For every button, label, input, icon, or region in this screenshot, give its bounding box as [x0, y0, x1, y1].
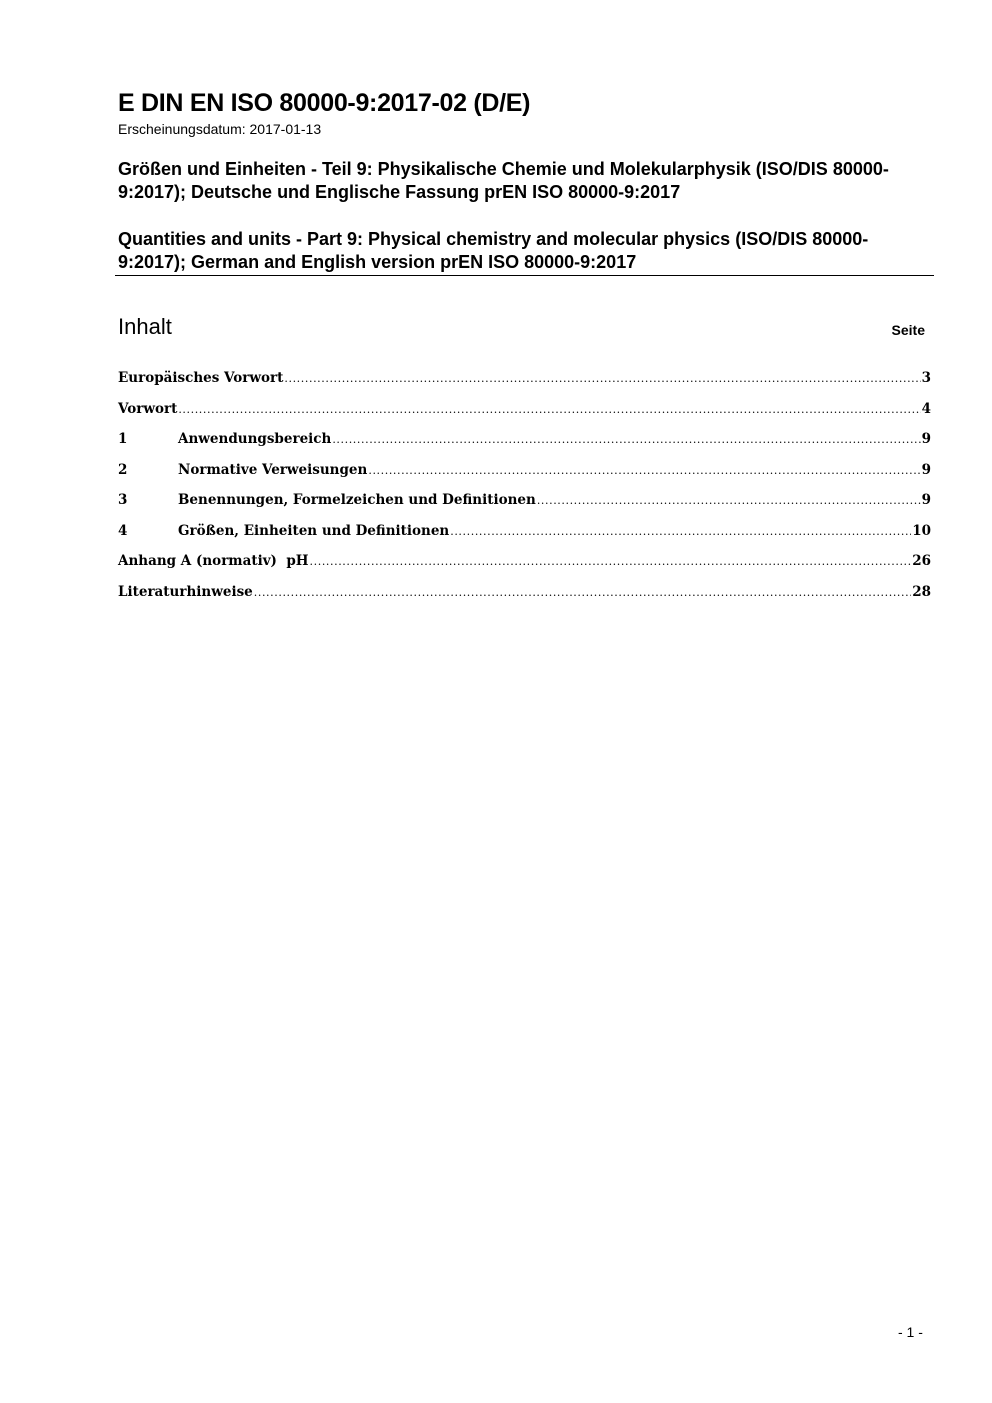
toc-entry-page: 10 — [912, 522, 931, 539]
toc-entry-page: 3 — [921, 370, 931, 386]
toc-entry-page: 9 — [921, 461, 931, 478]
toc-dot-leader — [537, 492, 921, 508]
toc-entry-title: Normative Verweisungen — [178, 461, 368, 478]
header-divider — [115, 275, 934, 276]
toc-entry-title: Vorwort — [118, 400, 178, 417]
toc-dot-leader — [178, 401, 920, 417]
toc-entry-title: Anwendungsbereich — [178, 431, 332, 447]
toc-page-column-heading: Seite — [891, 322, 925, 338]
toc-entry-number: 1 — [118, 431, 128, 447]
toc-entry-foreword[interactable] — [118, 401, 931, 432]
toc-entry-title: Größen, Einheiten und Definitionen — [178, 522, 450, 539]
toc-entry-number: 2 — [118, 461, 128, 478]
toc-dot-leader — [368, 462, 920, 478]
toc-entry-number: 4 — [118, 522, 128, 539]
toc-entry-page: 4 — [921, 400, 931, 417]
toc-entry-normative-references[interactable] — [118, 462, 931, 493]
toc-entry-european-foreword[interactable] — [118, 370, 931, 401]
toc-entry-number: 3 — [118, 492, 128, 508]
toc-dot-leader — [450, 523, 911, 539]
toc-entry-scope[interactable] — [118, 431, 931, 462]
toc-entry-title: Literaturhinweise — [118, 583, 253, 600]
publication-date: Erscheinungsdatum: 2017-01-13 — [118, 121, 322, 137]
toc-entry-quantities-units-definitions[interactable] — [118, 523, 931, 554]
table-of-contents — [118, 370, 931, 614]
toc-entry-title: Anhang A (normativ) pH — [118, 553, 309, 569]
toc-entry-annex-a[interactable] — [118, 553, 931, 584]
toc-dot-leader — [332, 431, 920, 447]
toc-dot-leader — [254, 584, 911, 600]
page-number: - 1 - — [898, 1324, 923, 1340]
toc-entry-title: Benennungen, Formelzeichen und Definitionen — [178, 492, 536, 508]
toc-dot-leader — [310, 553, 912, 569]
toc-entry-page: 9 — [921, 431, 931, 447]
toc-dot-leader — [284, 370, 920, 386]
toc-entry-page: 28 — [912, 583, 931, 600]
toc-entry-page: 9 — [921, 492, 931, 508]
toc-heading: Inhalt — [118, 314, 172, 339]
toc-entry-title: Europäisches Vorwort — [118, 370, 284, 386]
title-german: Größen und Einheiten - Teil 9: Physikalische Chemie und Molekularphysik (ISO/DIS 80000-9:2017); Deutsche und Englische Fassung prEN ISO 80000-9:2017 — [118, 159, 889, 202]
title-english: Quantities and units - Part 9: Physical chemistry and molecular physics (ISO/DIS 80000-9:2017); German and English version prEN ISO 80000-9:2017 — [118, 229, 869, 272]
toc-entry-page: 26 — [912, 553, 931, 569]
toc-entry-bibliography[interactable] — [118, 584, 931, 615]
toc-entry-terms-symbols-definitions[interactable] — [118, 492, 931, 523]
document-id: E DIN EN ISO 80000-9:2017-02 (D/E) — [118, 89, 531, 117]
